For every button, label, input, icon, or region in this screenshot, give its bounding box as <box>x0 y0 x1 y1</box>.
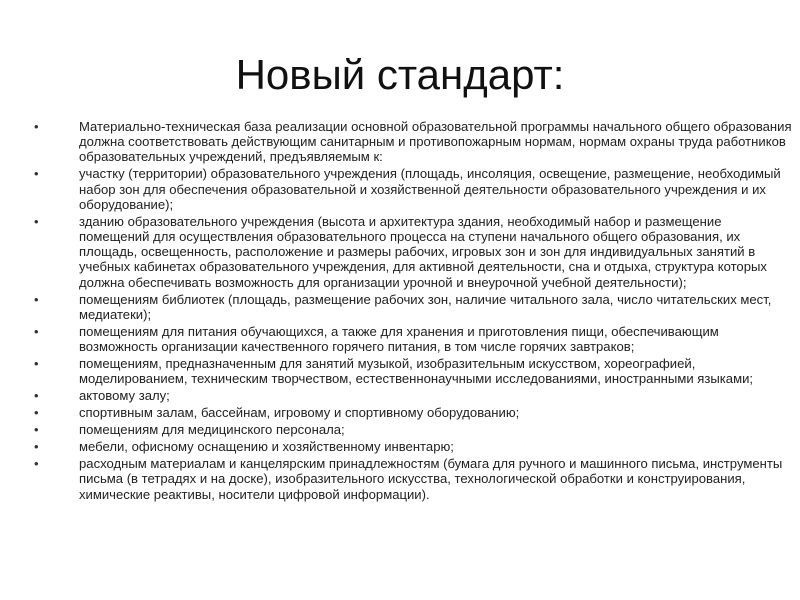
bullet-icon: • <box>34 291 39 307</box>
bullet-icon: • <box>34 456 39 472</box>
bullet-list <box>34 119 794 504</box>
bullet-icon: • <box>34 323 39 339</box>
list-item-text: участку (территории) образовательного учреждения (площадь, инсоляция, освещение, размещение, необходимый набор зон для обеспечения образовательной и хозяйственной деятельности образовательного учреждения и их оборудование); <box>79 166 781 212</box>
list-item <box>34 292 794 322</box>
list-item <box>34 456 794 502</box>
bullet-icon: • <box>34 166 39 182</box>
bullet-icon: • <box>34 213 39 229</box>
bullet-icon: • <box>34 422 39 438</box>
list-item-text: расходным материалам и канцелярским принадлежностям (бумага для ручного и машинного письма, инструменты письма (в тетрадях и на доске), изобразительного искусства, технологической обработки и конструирования, химические реактивы, носители цифровой информации). <box>79 456 783 502</box>
list-item-text: спортивным залам, бассейнам, игровому и спортивному оборудованию; <box>79 405 520 421</box>
list-item-text: помещениям для питания обучающихся, а также для хранения и приготовления пищи, обеспечивающим возможность организации качественного горячего питания, в том числе горячих завтраков; <box>79 323 719 355</box>
list-item <box>34 356 794 386</box>
list-item-text: помещениям для медицинского персонала; <box>79 422 345 438</box>
list-item-text: зданию образовательного учреждения (высота и архитектура здания, необходимый набор и размещение помещений для осуществления образовательного процесса на ступени начального общего образования, их площадь, освещенность, расположение и размеры рабочих, игровых зон и зон для индивидуальных занятий в учебных кабинетах образовательного учреждения, для активной деятельности, сна и отдыха, структура которых должна обеспечивать возможность для организации урочной и внеурочной учебной деятельности); <box>79 213 767 290</box>
list-item-text: мебели, офисному оснащению и хозяйственному инвентарю; <box>79 439 454 455</box>
bullet-icon: • <box>34 388 39 404</box>
list-item <box>34 166 794 212</box>
list-item <box>34 405 794 420</box>
list-item <box>34 422 794 437</box>
slide-title: Новый стандарт: <box>235 51 565 98</box>
bullet-icon: • <box>34 439 39 455</box>
bullet-icon: • <box>34 405 39 421</box>
bullet-icon: • <box>34 356 39 372</box>
list-item <box>34 388 794 403</box>
list-item <box>34 214 794 290</box>
list-item-text: Материально-техническая база реализации основной образовательной программы начального общего образования должна соответствовать действующим санитарным и противопожарным нормам, нормам охраны труда работников образовательных учреждений, предъявляемым к: <box>79 119 792 165</box>
bullet-icon: • <box>34 119 39 134</box>
list-item-text: помещениям, предназначенным для занятий музыкой, изобразительным искусством, хореографией, моделированием, техническим творчеством, естественнонаучными исследованиями, иностранными языками; <box>79 356 754 387</box>
list-item <box>34 119 794 165</box>
list-item <box>34 439 794 454</box>
list-item-text: актовому залу; <box>79 388 170 404</box>
list-item <box>34 324 794 354</box>
list-item-text: помещениям библиотек (площадь, размещение рабочих зон, наличие читального зала, число читательских мест, медиатеки); <box>79 291 772 322</box>
